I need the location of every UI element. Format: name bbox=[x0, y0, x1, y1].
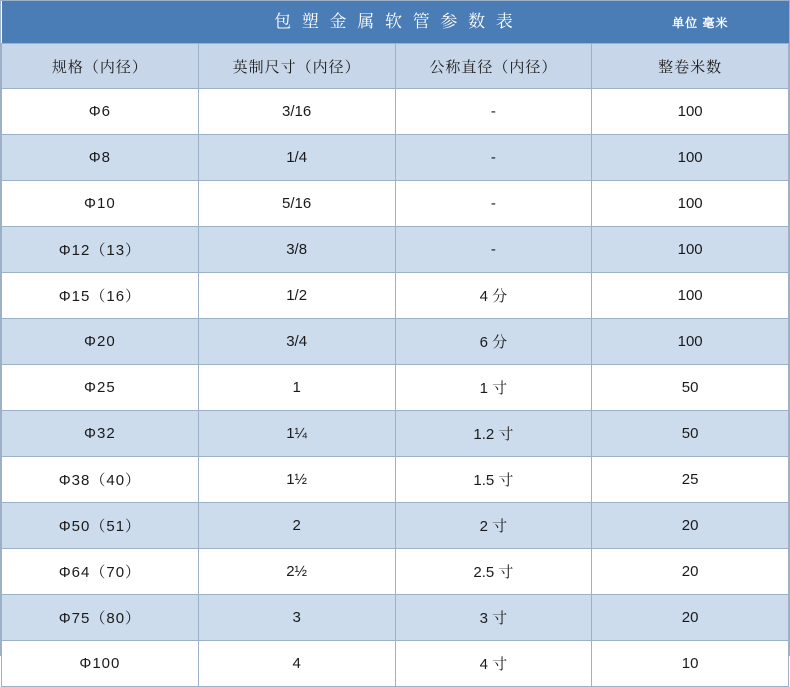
cell-length: 50 bbox=[592, 411, 789, 457]
cell-imperial: 5/16 bbox=[198, 181, 395, 227]
cell-nominal: - bbox=[395, 181, 592, 227]
title-row bbox=[2, 1, 789, 44]
table-title-bar bbox=[2, 1, 789, 44]
cell-spec: Φ8 bbox=[2, 135, 199, 181]
cell-nominal: 1.5 寸 bbox=[395, 457, 592, 503]
cell-imperial: 1/4 bbox=[198, 135, 395, 181]
cell-spec: Φ20 bbox=[2, 319, 199, 365]
cell-nominal: 4 寸 bbox=[395, 641, 592, 687]
column-header-nominal: 公称直径（内径） bbox=[395, 44, 592, 89]
column-header-length: 整卷米数 bbox=[592, 44, 789, 89]
cell-imperial: 3/8 bbox=[198, 227, 395, 273]
table-body bbox=[2, 89, 789, 687]
cell-spec: Φ50（51） bbox=[2, 503, 199, 549]
unit-label: 单位 毫米 bbox=[672, 16, 729, 30]
cell-nominal: - bbox=[395, 89, 592, 135]
cell-imperial: 3/16 bbox=[198, 89, 395, 135]
table-row bbox=[2, 549, 789, 595]
cell-imperial: 1¼ bbox=[198, 411, 395, 457]
cell-spec: Φ100 bbox=[2, 641, 199, 687]
cell-spec: Φ15（16） bbox=[2, 273, 199, 319]
cell-imperial: 3/4 bbox=[198, 319, 395, 365]
table-row bbox=[2, 411, 789, 457]
cell-length: 100 bbox=[592, 89, 789, 135]
cell-nominal: - bbox=[395, 227, 592, 273]
table-row bbox=[2, 135, 789, 181]
cell-spec: Φ12（13） bbox=[2, 227, 199, 273]
cell-spec: Φ25 bbox=[2, 365, 199, 411]
cell-length: 20 bbox=[592, 503, 789, 549]
cell-nominal: - bbox=[395, 135, 592, 181]
cell-length: 50 bbox=[592, 365, 789, 411]
column-header-imperial: 英制尺寸（内径） bbox=[198, 44, 395, 89]
cell-length: 100 bbox=[592, 181, 789, 227]
cell-length: 100 bbox=[592, 135, 789, 181]
cell-spec: Φ38（40） bbox=[2, 457, 199, 503]
cell-nominal: 1 寸 bbox=[395, 365, 592, 411]
cell-spec: Φ75（80） bbox=[2, 595, 199, 641]
cell-nominal: 2.5 寸 bbox=[395, 549, 592, 595]
cell-imperial: 4 bbox=[198, 641, 395, 687]
cell-imperial: 2½ bbox=[198, 549, 395, 595]
table-row bbox=[2, 181, 789, 227]
cell-imperial: 1/2 bbox=[198, 273, 395, 319]
cell-length: 20 bbox=[592, 549, 789, 595]
cell-nominal: 3 寸 bbox=[395, 595, 592, 641]
cell-nominal: 4 分 bbox=[395, 273, 592, 319]
cell-spec: Φ6 bbox=[2, 89, 199, 135]
spec-table bbox=[1, 1, 789, 687]
cell-length: 25 bbox=[592, 457, 789, 503]
table-row bbox=[2, 457, 789, 503]
table-row bbox=[2, 365, 789, 411]
table-row bbox=[2, 89, 789, 135]
column-header-row bbox=[2, 44, 789, 89]
cell-imperial: 1½ bbox=[198, 457, 395, 503]
cell-nominal: 1.2 寸 bbox=[395, 411, 592, 457]
cell-length: 100 bbox=[592, 273, 789, 319]
cell-spec: Φ64（70） bbox=[2, 549, 199, 595]
cell-length: 100 bbox=[592, 227, 789, 273]
title-inner bbox=[2, 1, 789, 43]
cell-length: 10 bbox=[592, 641, 789, 687]
table-row bbox=[2, 227, 789, 273]
table-row bbox=[2, 595, 789, 641]
cell-spec: Φ10 bbox=[2, 181, 199, 227]
cell-spec: Φ32 bbox=[2, 411, 199, 457]
cell-imperial: 3 bbox=[198, 595, 395, 641]
cell-length: 100 bbox=[592, 319, 789, 365]
table-row bbox=[2, 319, 789, 365]
cell-length: 20 bbox=[592, 595, 789, 641]
page-title: 包 塑 金 属 软 管 参 数 表 bbox=[274, 12, 516, 31]
table-row bbox=[2, 273, 789, 319]
table-row bbox=[2, 641, 789, 687]
cell-nominal: 2 寸 bbox=[395, 503, 592, 549]
cell-imperial: 1 bbox=[198, 365, 395, 411]
table-header bbox=[2, 1, 789, 89]
cell-nominal: 6 分 bbox=[395, 319, 592, 365]
table-row bbox=[2, 503, 789, 549]
column-header-spec: 规格（内径） bbox=[2, 44, 199, 89]
cell-imperial: 2 bbox=[198, 503, 395, 549]
